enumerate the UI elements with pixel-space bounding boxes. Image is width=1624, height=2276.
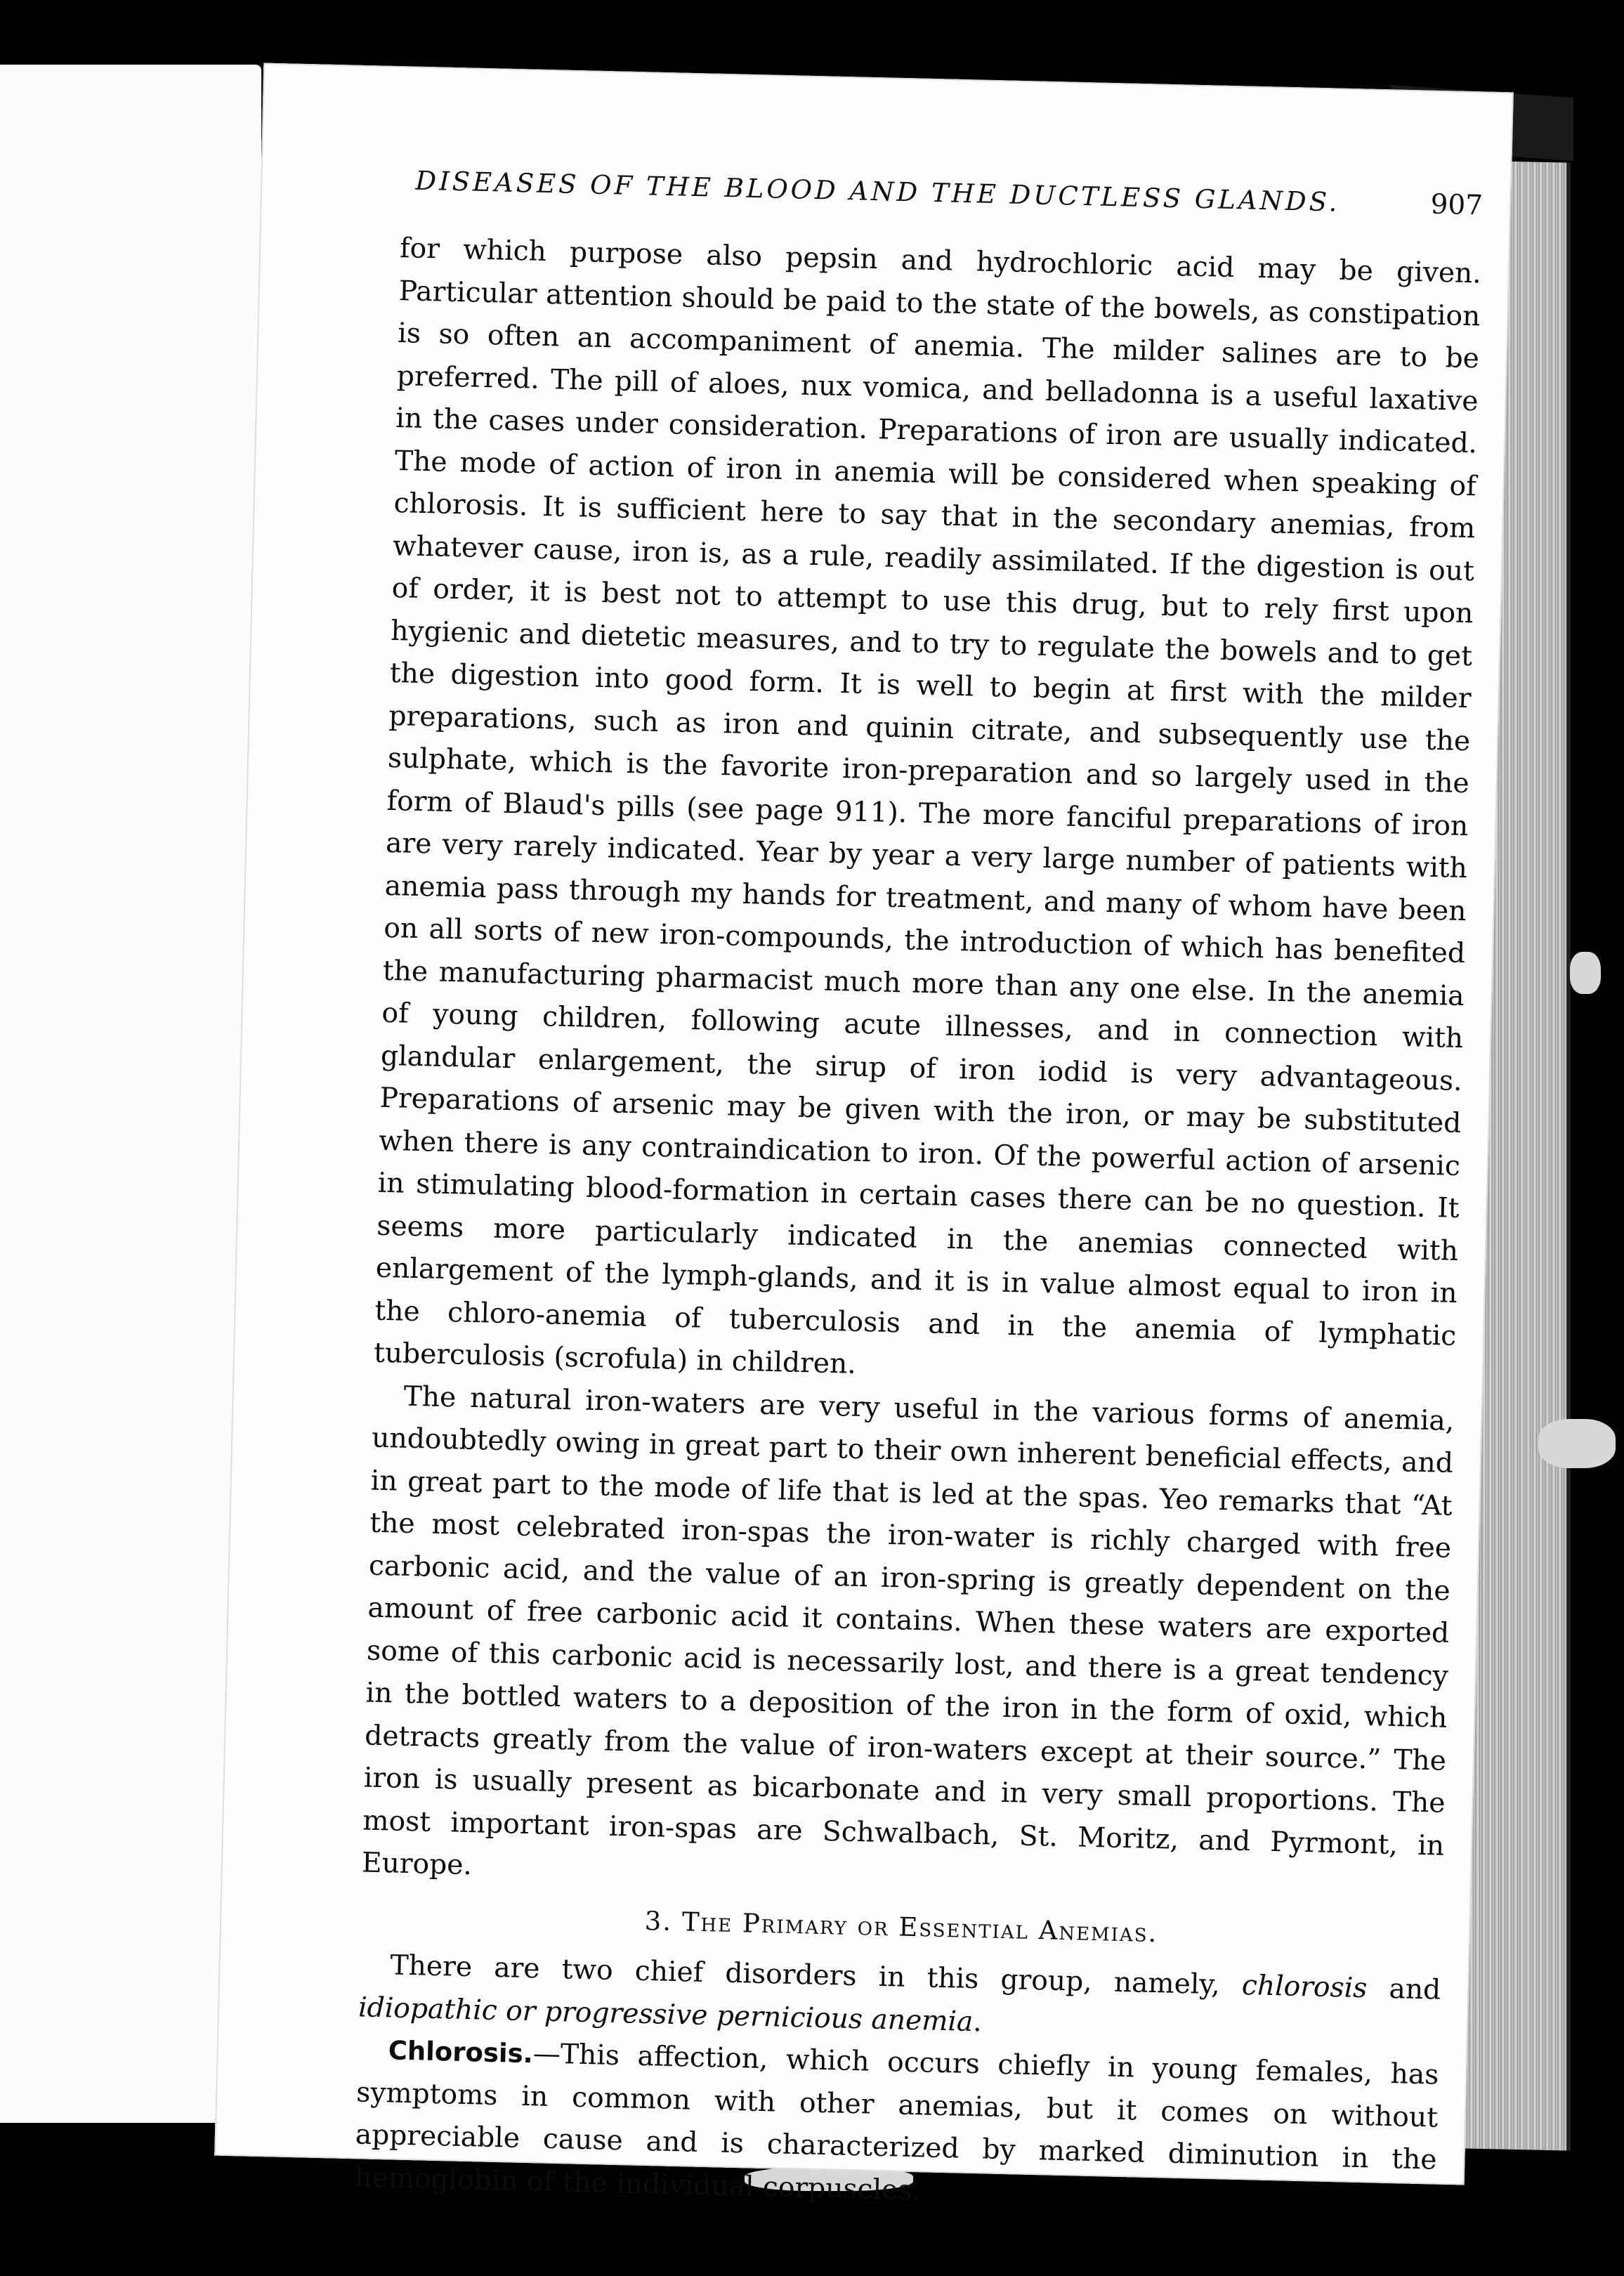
paragraph-text: There are two chief disorders in this group, namely, — [390, 1949, 1243, 2002]
body-text — [354, 228, 1482, 2225]
book-page — [214, 63, 1514, 2206]
running-head — [415, 165, 1484, 222]
paragraph: The natural iron-waters are very useful in the various forms of anemia, undoubtedly owing in great part to their own inherent beneficial effects, and in great part to the mode of life that is led at the spas. Yeo remarks that “At the most celebrated iron-spas the iron-water is richly charged with free carbonic acid, and the value of an iron-spring is greatly dependent on the amount of free carbonic acid it contains. When these waters are exported some of this carbonic acid is necessarily lost, and there is a great tendency in the bottled waters to a deposition of the iron in the form of oxid, which detracts greatly from the value of iron-waters except at their source.” The iron is usually present as bicarbonate and in very small proportions. The most important iron-spas are Schwalbach, St. Moritz, and Pyrmont, in Europe. — [361, 1380, 1455, 1882]
term-chlorosis: chlorosis — [1241, 1970, 1368, 2005]
term-pernicious-anemia: idiopathic or progressive pernicious anemia — [358, 1991, 974, 2038]
paragraph-text: . — [972, 2006, 983, 2038]
dust-speck — [1538, 1419, 1616, 1468]
paragraph: for which purpose also pepsin and hydrochloric acid may be given. Particular attention should be paid to the state of the bowels, as constipation is so often an accompaniment of anemia. The milder salines are to be preferred. The pill of aloes, nux vomica, and belladonna is a useful laxative in the cases under consideration. Preparations of iron are usually indicated. The mode of action of iron in anemia will be considered when speaking of chlorosis. It is sufficient here to say that in the secondary anemias, from whatever cause, iron is, as a rule, readily assimilated. If the digestion is out of order, it is best not to attempt to use this drug, but to rely first upon hygienic and dietetic measures, and to try to regulate the bowels and to get the digestion into good form. It is well to begin at first with the milder preparations, such as iron and quinin citrate, and subsequently use the sulphate, which is the favorite iron-preparation and so largely used in the form of Blaud's pills (see page 911). The more fanciful preparations of iron are very rarely indicated. Year by year a very large number of patients with anemia pass through my hands for treatment, and many of whom have been on all sorts of new iron-compounds, the introduction of which has benefited the manufacturing pharmacist much more than any one else. In the anemia of young children, following acute illnesses, and in connection with glandular enlargement, the sirup of iron iodid is very advantageous. Preparations of arsenic may be given with the iron, or may be substituted when there is any contraindication to iron. Of the powerful action of arsenic in stimulating blood-formation in certain cases there can be no question. It seems more particularly indicated in the anemias connected with enlargement of the lymph-glands, and it is in value almost equal to iron in the chloro-anemia of tuberculosis and in the anemia of lymphatic tuberculosis (scrofula) in children. — [373, 233, 1482, 1380]
paragraph-lead-chlorosis: Chlorosis. — [388, 2035, 534, 2069]
page-number: 907 — [1430, 188, 1484, 222]
paragraph-text: —This affection, which occurs chiefly in young females, has symptoms in common with other anemias, but it comes on without appreciable cause and is characterized by marked diminution in the hemoglobin of the individual corpuscles. — [353, 2038, 1439, 2206]
paragraph-text: and — [1366, 1973, 1441, 2006]
paragraph — [354, 2029, 1439, 2224]
running-head-title: DISEASES OF THE BLOOD AND THE DUCTLESS GLANDS. — [414, 165, 1340, 218]
dust-speck — [1570, 952, 1601, 994]
section-heading: 3. The Primary or Essential Anemias. — [644, 1905, 1158, 1948]
